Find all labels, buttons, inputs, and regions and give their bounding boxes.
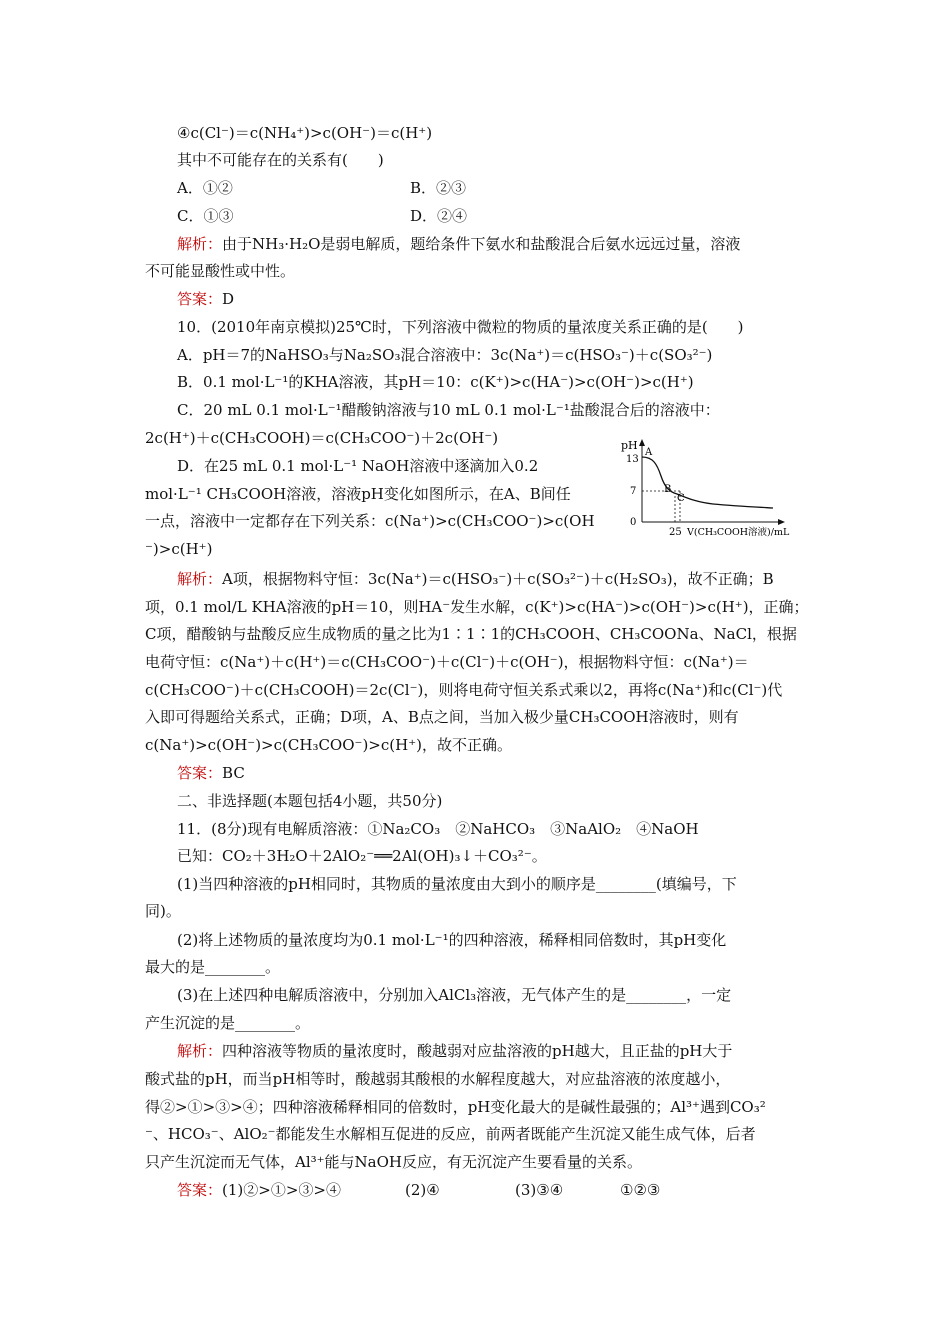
text-line: ④c(Cl⁻)＝c(NH₄⁺)>c(OH⁻)＝c(H⁺)	[177, 124, 433, 142]
ph-curve	[642, 457, 773, 508]
point-label: A	[645, 447, 653, 458]
x-axis-label: V(CH₃COOH溶液)/mL	[687, 527, 790, 538]
sub-question: 同)。	[145, 902, 181, 920]
answer-line: 答案：BC	[177, 764, 245, 782]
sub-question: (2)将上述物质的量浓度均为0.1 mol·L⁻¹的四种溶液，稀释相同倍数时，其pH变化	[177, 931, 727, 949]
analysis-line: 解析：由于NH₃·H₂O是弱电解质，题给条件下氨水和盐酸混合后氨水远远过量，溶液	[177, 235, 741, 253]
y-tick-label: 0	[630, 517, 637, 528]
analysis-label: 解析：	[177, 235, 223, 253]
option-b: B．0.1 mol·L⁻¹的KHA溶液，其pH＝10：c(K⁺)>c(HA⁻)>c(OH⁻)>c(H⁺)	[177, 373, 694, 391]
option-c: C．①③	[177, 207, 234, 225]
analysis-line: 项，0.1 mol/L KHA溶液的pH＝10，则HA⁻发生水解，c(K⁺)>c(HA⁻)>c(OH⁻)>c(H⁺)，正确；	[145, 598, 809, 616]
section-heading: 二、非选择题(本题包括4小题，共50分)	[177, 792, 443, 810]
answer-line: 答案：D	[177, 290, 235, 308]
analysis-line: 入即可得题给关系式，正确；D项，A、B点之间，当加入极少量CH₃COOH溶液时，则有	[145, 708, 739, 726]
answer-label: 答案：	[177, 290, 223, 308]
y-axis-label: pH	[621, 439, 638, 452]
analysis-line: 电荷守恒：c(Na⁺)＋c(H⁺)＝c(CH₃COO⁻)＋c(Cl⁻)＋c(OH⁻)，根据物料守恒：c(Na⁺)＝	[145, 653, 749, 671]
analysis-line: 只产生沉淀而无气体，Al³⁺能与NaOH反应，有无沉淀产生要看量的关系。	[145, 1153, 643, 1171]
option-a: A．pH＝7的NaHSO₃与Na₂SO₃混合溶液中：3c(Na⁺)＝c(HSO₃⁻)＋c(SO₃²⁻)	[177, 346, 713, 364]
point-label: C	[677, 493, 685, 504]
option-d: D．在25 mL 0.1 mol·L⁻¹ NaOH溶液中逐滴加入0.2	[177, 457, 539, 475]
analysis-line: c(CH₃COO⁻)＋c(CH₃COOH)＝2c(Cl⁻)，则将电荷守恒关系式乘以2，再将c(Na⁺)和c(Cl⁻)代	[145, 681, 783, 699]
y-tick-label: 13	[626, 454, 639, 465]
analysis-line: c(Na⁺)>c(OH⁻)>c(CH₃COO⁻)>c(H⁺)，故不正确。	[145, 736, 512, 754]
y-axis-arrow	[639, 439, 645, 446]
text-line: 其中不可能存在的关系有( )	[177, 151, 384, 169]
option-a: A．①②	[177, 179, 233, 197]
option-b: B．②③	[410, 179, 467, 197]
answer-part: ①②③	[620, 1181, 661, 1199]
analysis-line: 解析：四种溶液等物质的量浓度时，酸越弱对应盐溶液的pH越大，且正盐的pH大于	[177, 1042, 733, 1060]
question-stem: 10．(2010年南京模拟)25℃时，下列溶液中微粒的物质的量浓度关系正确的是( )	[177, 318, 744, 336]
option-d: 一点，溶液中一定都存在下列关系：c(Na⁺)>c(CH₃COO⁻)>c(OH	[145, 512, 595, 530]
option-c: C．20 mL 0.1 mol·L⁻¹醋酸钠溶液与10 mL 0.1 mol·L⁻¹盐酸混合后的溶液中：	[177, 401, 720, 419]
sub-question: (1)当四种溶液的pH相同时，其物质的量浓度由大到小的顺序是________(填编号，下	[177, 875, 737, 893]
answer-part: (2)④	[405, 1181, 440, 1199]
analysis-line: 酸式盐的pH，而当pH相等时，酸越弱其酸根的水解程度越大，对应盐溶液的浓度越小，	[145, 1070, 731, 1088]
answer-label: 答案：	[177, 1181, 223, 1199]
analysis-line: 解析：A项，根据物料守恒：3c(Na⁺)＝c(HSO₃⁻)＋c(SO₃²⁻)＋c(H₂SO₃)，故不正确；B	[177, 570, 774, 588]
point-label: B	[664, 484, 672, 495]
answer-line: 答案：(1)②>①>③>④	[177, 1181, 341, 1199]
x-axis-arrow	[778, 519, 785, 525]
answer-part: (3)③④	[515, 1181, 564, 1199]
analysis-line: 得②>①>③>④；四种溶液稀释相同的倍数时，pH变化最大的是碱性最强的；Al³⁺遇到CO₃²	[145, 1098, 766, 1116]
sub-question: 最大的是________。	[145, 958, 281, 976]
option-d: ⁻)>c(H⁺)	[145, 540, 213, 558]
analysis-line: ⁻、HCO₃⁻、AlO₂⁻都能发生水解相互促进的反应，前两者既能产生沉淀又能生成气体，后者	[145, 1125, 756, 1143]
option-c: 2c(H⁺)＋c(CH₃COOH)＝c(CH₃COO⁻)＋2c(OH⁻)	[145, 429, 499, 447]
ph-titration-chart	[615, 438, 805, 538]
option-d: D．②④	[410, 207, 468, 225]
sub-question: 产生沉淀的是________。	[145, 1014, 311, 1032]
analysis-label: 解析：	[177, 570, 223, 588]
sub-question: (3)在上述四种电解质溶液中，分别加入AlCl₃溶液，无气体产生的是________，一定	[177, 986, 732, 1004]
analysis-line: 不可能显酸性或中性。	[145, 262, 296, 280]
answer-label: 答案：	[177, 764, 223, 782]
option-d: mol·L⁻¹ CH₃COOH溶液，溶液pH变化如图所示，在A、B间任	[145, 485, 571, 503]
analysis-label: 解析：	[177, 1042, 223, 1060]
x-tick-label: 25	[669, 527, 682, 538]
y-tick-label: 7	[630, 486, 637, 497]
text-line: 已知：CO₂＋3H₂O＋2AlO₂⁻══2Al(OH)₃↓＋CO₃²⁻。	[177, 847, 547, 865]
analysis-line: C项，醋酸钠与盐酸反应生成物质的量之比为1∶1∶1的CH₃COOH、CH₃COONa、NaCl，根据	[145, 625, 797, 643]
question-stem: 11．(8分)现有电解质溶液：①Na₂CO₃ ②NaHCO₃ ③NaAlO₂ ④NaOH	[177, 820, 699, 838]
